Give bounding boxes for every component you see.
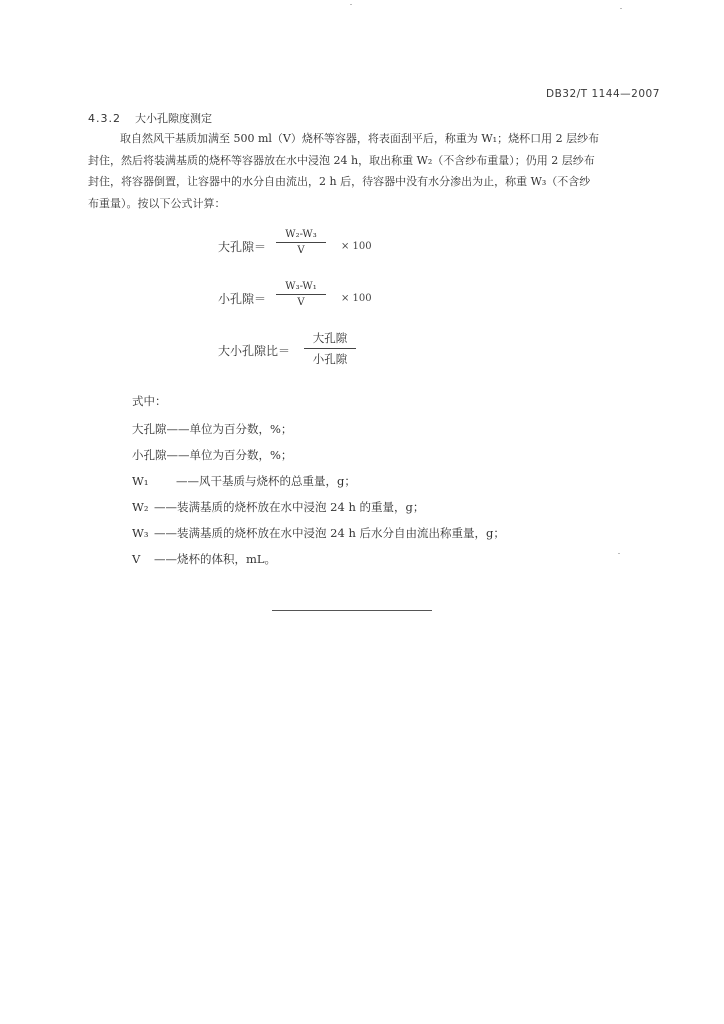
where-symbol: W₂ <box>132 500 149 514</box>
where-symbol: 大孔隙 <box>132 422 167 436</box>
scan-speck <box>620 8 622 9</box>
scan-speck <box>618 553 620 554</box>
where-symbol: W₁ <box>132 474 149 488</box>
formula-large-multiplier: × 100 <box>341 241 372 252</box>
where-symbol: W₃ <box>132 526 149 540</box>
where-item <box>132 470 356 489</box>
end-rule <box>272 610 432 611</box>
formula-small-denominator: V <box>297 297 305 308</box>
where-intro: 式中： <box>132 394 167 408</box>
formula-ratio-fraction <box>304 330 356 367</box>
where-desc: ——装满基质的烧杯放在水中浸泡 24 h 的重量，g； <box>154 500 425 514</box>
formula-ratio-numerator: 大孔隙 <box>312 331 348 345</box>
where-desc: ——风干基质与烧杯的总重量，g； <box>176 474 356 488</box>
paragraph-line: 取自然风干基质加满至 500 ml（V）烧杯等容器，将表面刮平后，称重为 W₁；烧杯口用 2 层纱布 <box>120 132 600 145</box>
section-number: 4.3.2 <box>88 112 121 125</box>
formula-large-fraction <box>276 229 326 256</box>
formula-small-label: 小孔隙＝ <box>218 292 267 306</box>
where-symbol: V <box>132 552 141 566</box>
formula-ratio-label: 大小孔隙比＝ <box>218 344 291 358</box>
where-desc: ——单位为百分数，%； <box>166 422 293 436</box>
where-item <box>132 522 505 541</box>
where-item <box>132 444 292 463</box>
where-item <box>132 418 292 437</box>
where-symbol: 小孔隙 <box>132 448 167 462</box>
formula-large-label: 大孔隙＝ <box>218 240 267 254</box>
section-heading <box>88 110 212 126</box>
where-item <box>132 548 276 567</box>
section-title: 大小孔隙度测定 <box>135 112 212 125</box>
method-paragraph <box>88 128 660 214</box>
where-item <box>132 496 424 515</box>
where-desc: ——单位为百分数，%； <box>166 448 293 462</box>
formula-large-numerator: W₂-W₃ <box>285 229 317 240</box>
formula-small-fraction <box>276 281 326 308</box>
paragraph-line: 布重量）。按以下公式计算： <box>88 196 226 210</box>
paragraph-line: 封住，然后将装满基质的烧杯等容器放在水中浸泡 24 h，取出称重 W₂（不含纱布重量）；仍用 2 层纱布 <box>88 153 595 167</box>
standard-code: DB32/T 1144—2007 <box>546 88 660 100</box>
where-desc: ——装满基质的烧杯放在水中浸泡 24 h 后水分自由流出称重量，g； <box>154 526 505 540</box>
where-desc: ——烧杯的体积，mL。 <box>154 552 277 566</box>
formula-small-multiplier: × 100 <box>341 293 372 304</box>
formula-small-numerator: W₃-W₁ <box>285 281 317 292</box>
formula-ratio-denominator: 小孔隙 <box>312 352 348 366</box>
scan-speck <box>350 4 352 5</box>
formula-large-denominator: V <box>297 245 305 256</box>
paragraph-line: 封住，将容器倒置，让容器中的水分自由流出，2 h 后，待容器中没有水分渗出为止，称重 W₃（不含纱 <box>88 175 591 188</box>
